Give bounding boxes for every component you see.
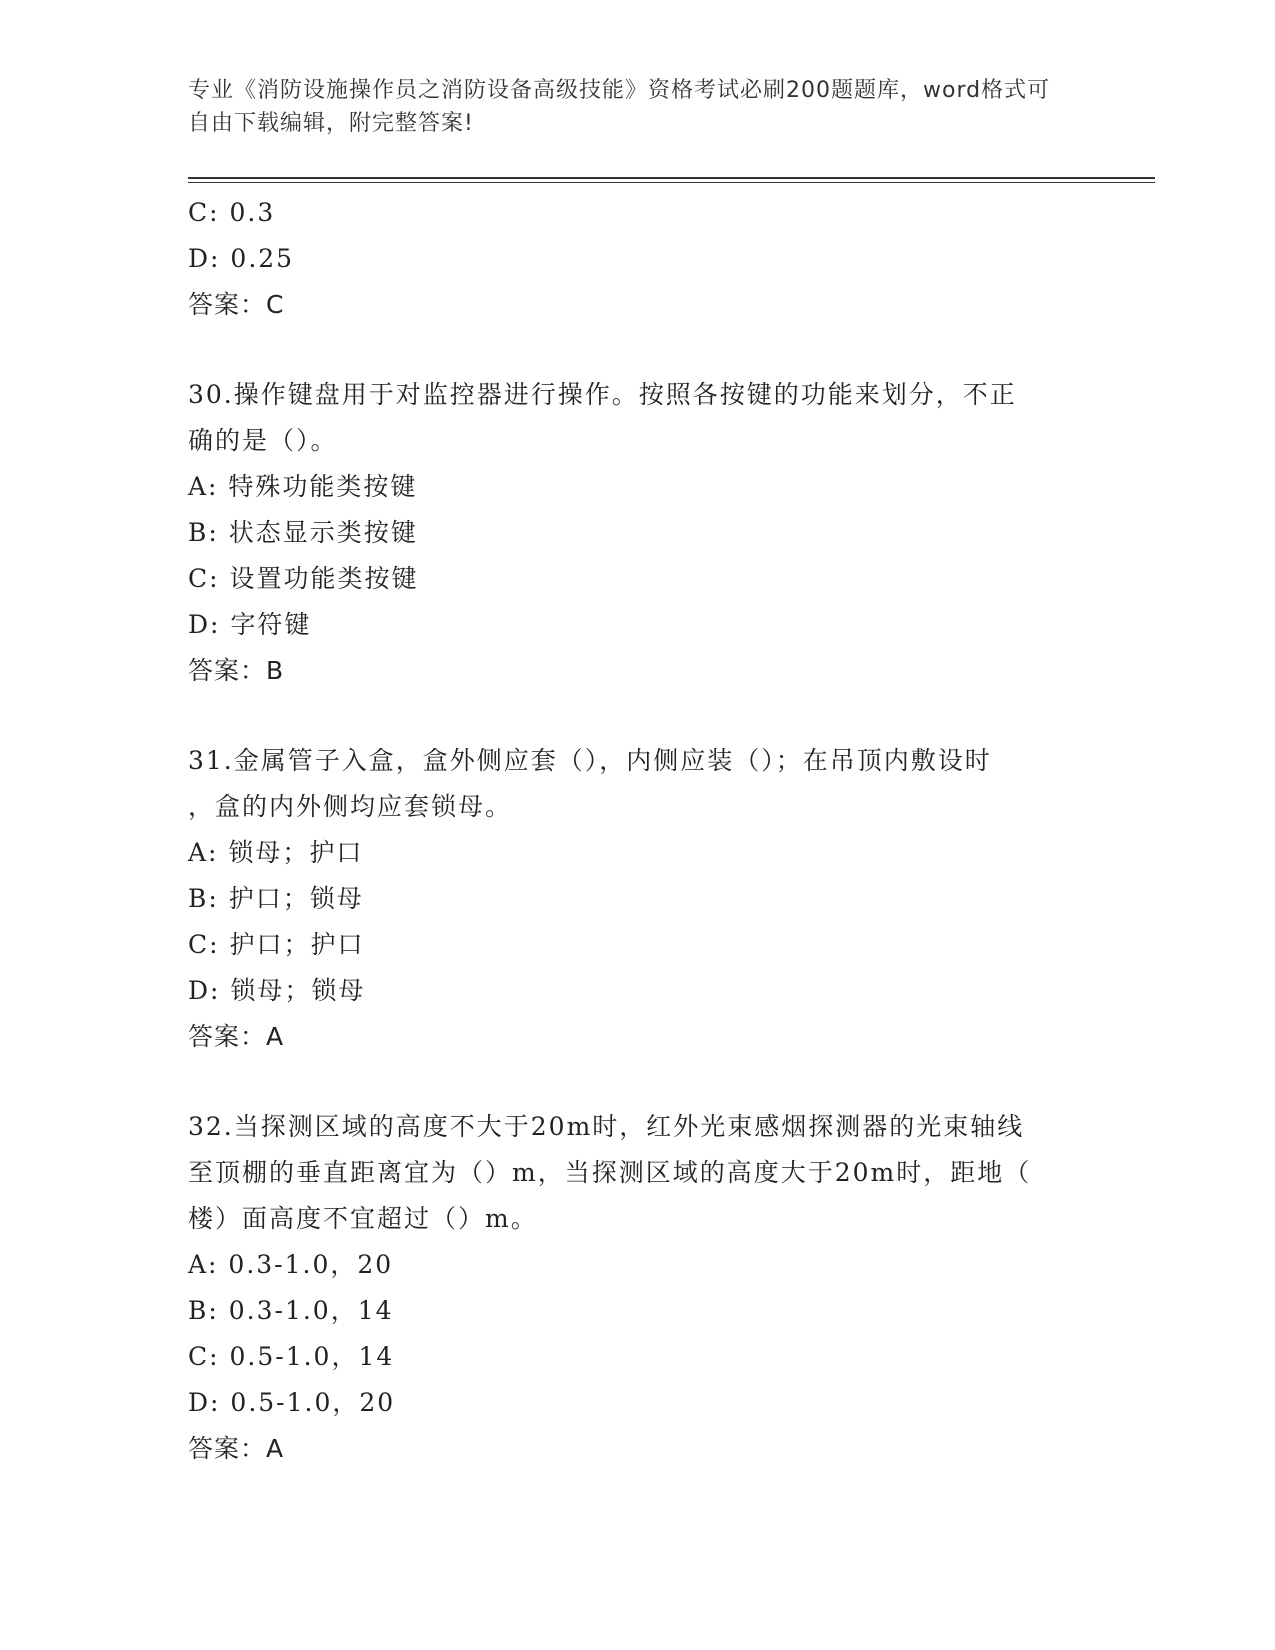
answer-line: 答案：C <box>188 290 285 319</box>
question-stem-line: 确的是（）。 <box>188 426 338 455</box>
option-d: D: 锁母；锁母 <box>188 976 366 1005</box>
answer-line: 答案：A <box>188 1022 285 1051</box>
spacer <box>188 1060 1088 1104</box>
question-stem-line: 楼）面高度不宜超过（）m。 <box>188 1204 538 1233</box>
question-stem-line: ，盒的内外侧均应套锁母。 <box>188 792 513 821</box>
question-stem-line: 30.操作键盘用于对监控器进行操作。按照各按键的功能来划分，不正 <box>188 380 1017 409</box>
option-c: C: 0.5-1.0，14 <box>188 1342 395 1371</box>
option-c: C: 0.3 <box>188 198 276 227</box>
option-b: B: 状态显示类按键 <box>188 518 418 547</box>
header-divider <box>188 177 1155 183</box>
option-c: C: 护口；护口 <box>188 930 365 959</box>
option-b: B: 护口；锁母 <box>188 884 364 913</box>
option-b: B: 0.3-1.0，14 <box>188 1296 394 1325</box>
spacer <box>188 328 1088 372</box>
option-d: D: 0.5-1.0，20 <box>188 1388 396 1417</box>
option-d: D: 字符键 <box>188 610 312 639</box>
question-32 <box>188 1104 1088 1472</box>
option-d: D: 0.25 <box>188 244 295 273</box>
option-a: A: 0.3-1.0，20 <box>188 1250 394 1279</box>
document-body <box>188 190 1088 1472</box>
page-header: 专业《消防设施操作员之消防设备高级技能》资格考试必刷200题题库，word格式可自由下载编辑，附完整答案! <box>188 78 1051 136</box>
question-stem-line: 32.当探测区域的高度不大于20m时，红外光束感烟探测器的光束轴线 <box>188 1112 1025 1141</box>
question-31 <box>188 738 1088 1060</box>
option-a: A: 锁母；护口 <box>188 838 364 867</box>
answer-line: 答案：B <box>188 656 285 685</box>
spacer <box>188 694 1088 738</box>
question-30 <box>188 372 1088 694</box>
option-c: C: 设置功能类按键 <box>188 564 419 593</box>
question-stem-line: 31.金属管子入盒，盒外侧应套（），内侧应装（）；在吊顶内敷设时 <box>188 746 992 775</box>
question-stem-line: 至顶棚的垂直距离宜为（）m，当探测区域的高度大于20m时，距地（ <box>188 1158 1032 1187</box>
answer-line: 答案：A <box>188 1434 285 1463</box>
option-a: A: 特殊功能类按键 <box>188 472 418 501</box>
prev-question-tail <box>188 190 1088 328</box>
